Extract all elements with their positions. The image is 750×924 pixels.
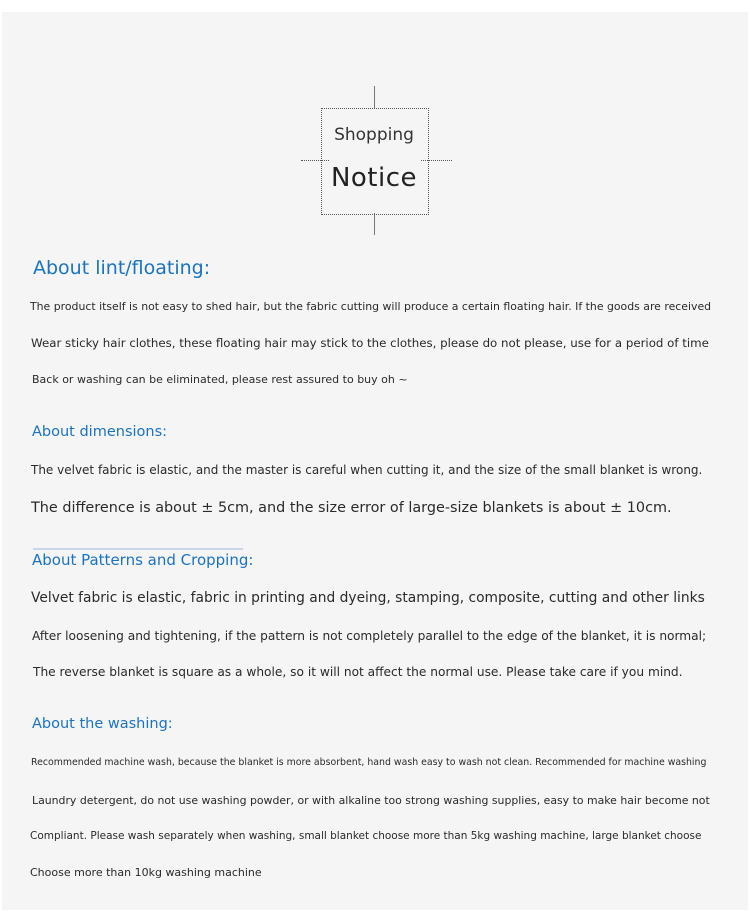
washing-line-4: Choose more than 10kg washing machine [30, 866, 262, 879]
lint-line-3: Back or washing can be eliminated, please rest assured to buy oh ~ [32, 373, 408, 386]
badge-top-label: Shopping [334, 125, 414, 145]
badge-top-tick [374, 86, 375, 108]
patterns-line-3: The reverse blanket is square as a whole, so it will not affect the normal use. Please take care if you mind. [33, 665, 683, 679]
badge-main-label: Notice [330, 163, 418, 193]
badge-left-tick [301, 160, 329, 161]
washing-line-3: Compliant. Please wash separately when washing, small blanket choose more than 5kg washing machine, large blanket choose [30, 830, 702, 842]
badge-right-tick [421, 160, 452, 161]
section-heading-patterns: About Patterns and Cropping: [32, 551, 254, 569]
shopping-notice-badge [0, 0, 750, 240]
dimensions-line-2: The difference is about ± 5cm, and the size error of large-size blankets is about ± 10cm. [31, 500, 672, 516]
washing-line-2: Laundry detergent, do not use washing powder, or with alkaline too strong washing supplies, easy to make hair become not [32, 794, 710, 807]
washing-line-1: Recommended machine wash, because the blanket is more absorbent, hand wash easy to wash not clean. Recommended for machine washing [31, 757, 707, 768]
badge-bottom-tick [374, 213, 375, 235]
section-heading-washing: About the washing: [32, 716, 173, 732]
dimensions-line-1: The velvet fabric is elastic, and the master is careful when cutting it, and the size of the small blanket is wrong. [31, 463, 703, 477]
section-heading-lint: About lint/floating: [33, 257, 211, 279]
patterns-line-1: Velvet fabric is elastic, fabric in printing and dyeing, stamping, composite, cutting and other links [31, 590, 705, 606]
lint-line-2: Wear sticky hair clothes, these floating hair may stick to the clothes, please do not please, use for a period of time [31, 336, 709, 350]
patterns-line-2: After loosening and tightening, if the pattern is not completely parallel to the edge of the blanket, it is normal; [32, 629, 707, 643]
ghost-text-mark [33, 548, 243, 550]
lint-line-1: The product itself is not easy to shed hair, but the fabric cutting will produce a certain floating hair. If the goods are received [30, 300, 712, 313]
section-heading-dimensions: About dimensions: [32, 424, 168, 440]
